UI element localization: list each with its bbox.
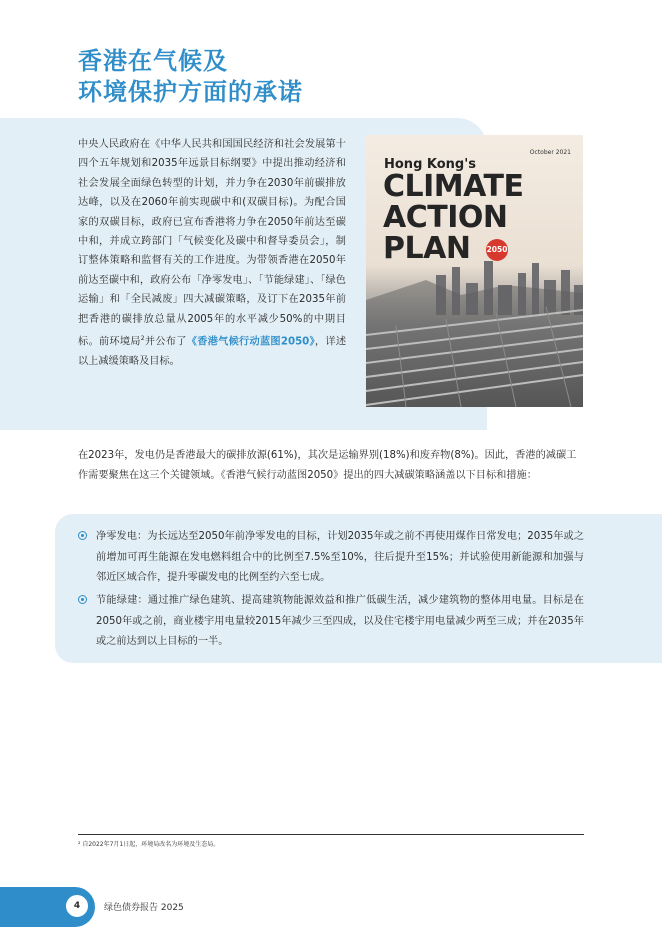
year-badge: 2050 [486, 239, 508, 261]
page-number: 4 [64, 893, 90, 919]
page-title-line-2: 环境保护方面的承诺 [78, 78, 303, 106]
footnote: ² 自2022年7月1日起，环境局改名为环境及生态局。 [78, 841, 220, 848]
bullet-icon [78, 531, 87, 540]
strategy-text: 节能绿建：通过推广绿色建筑、提高建筑物能源效益和推广低碳生活，减少建筑物的整体用电量。目标是在2050年或之前，商业楼宇用电量较2015年减少三至四成，以及住宅楼宇用电量减少两至三成；并在2035年或之前达到以上目标的一半。 [96, 595, 584, 647]
cover-title-line-3: PLAN [383, 231, 471, 266]
footnote-divider [78, 834, 584, 835]
cover-subtitle: Hong Kong's [384, 157, 476, 172]
cover-date: October 2021 [529, 149, 571, 156]
strategy-item [78, 527, 584, 589]
footnote-reference: 2 [140, 335, 145, 343]
strategy-item [78, 591, 584, 653]
cover-title-line-1: CLIMATE [383, 169, 524, 204]
report-title: 绿色债券报告 2025 [104, 903, 184, 913]
bullet-icon [78, 595, 87, 604]
climate-plan-cover-image [366, 135, 583, 407]
intro-text-end: ，详述以上减缓策略及目标。 [78, 336, 347, 367]
intro-paragraph [78, 135, 346, 371]
emissions-paragraph: 在2023年，发电仍是香港最大的碳排放源(61%)，其次是运输界别(18%)和废弃物(8%)。因此，香港的减碳工作需要聚焦在这三个关键领域。《香港气候行动蓝图2050》提出的四大减碳策略涵盖以下目标和措施： [78, 450, 577, 481]
page-title [78, 46, 303, 108]
intro-text: 中央人民政府在《中华人民共和国国民经济和社会发展第十四个五年规划和2035年远景目标纲要》中提出推动经济和社会发展全面绿色转型的计划，并力争在2030年前碳排放达峰，以及在2060年前实现碳中和(双碳目标)。为配合国家的双碳目标，政府已宣布香港将力争在2050年前达至碳中和，并成立跨部门「气候变化及碳中和督导委员会」，制订整体策略和监督有关的工作进度。为带领香港在2050年前达至碳中和，政府公布「净零发电」、「节能绿建」、「绿色运输」和「全民减废」四大减碳策略，及订下在2035年前把香港的碳排放总量从2005年的水平减少50%的中期目标。前环境局 [78, 139, 346, 348]
strategy-text: 净零发电：为长远达至2050年前净零发电的目标，计划2035年或之前不再使用煤作日常发电；2035年或之前增加可再生能源在发电燃料组合中的比例至7.5%至10%，往后提升至15%；并试验使用新能源和加强与邻近区域合作，提升零碳发电的比例至约六至七成。 [96, 531, 584, 583]
cover-title-line-2: ACTION [383, 200, 508, 235]
intro-text-mid: 并公布了 [144, 336, 187, 348]
page-title-line-1: 香港在气候及 [78, 47, 228, 75]
climate-plan-link: 《香港气候行动蓝图2050》 [186, 336, 315, 348]
